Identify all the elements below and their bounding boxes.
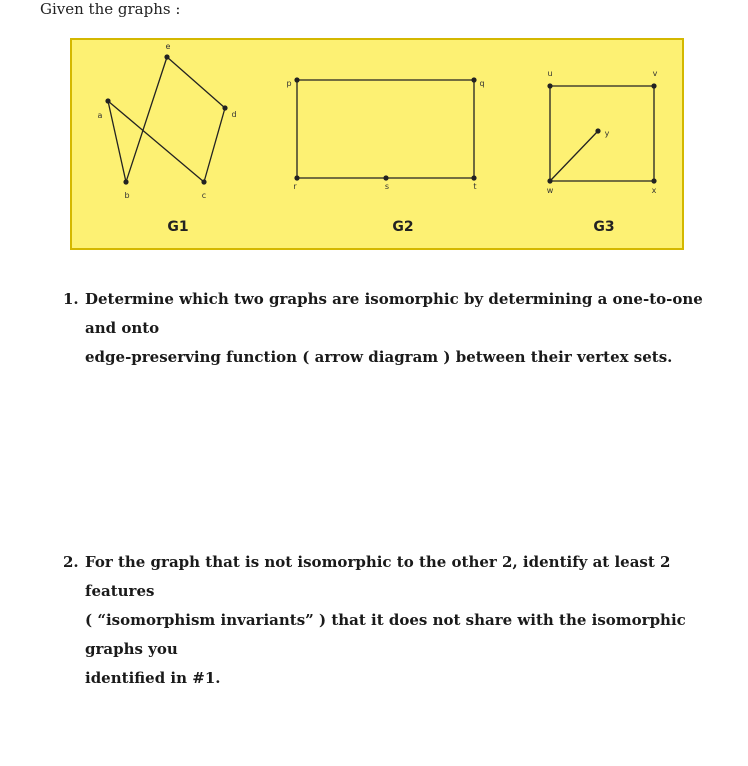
- question-2-text: [85, 548, 703, 693]
- vertex-label-g1-c: c: [201, 191, 207, 200]
- vertex-label-g2-s: s: [384, 182, 390, 191]
- question-1-line: Determine which two graphs are isomorphic by determining a one-to-one and onto: [85, 290, 703, 337]
- question-2-line: ( “isomorphism invariants” ) that it does not share with the isomorphic graphs you: [85, 611, 686, 658]
- vertex-label-g1-d: d: [231, 110, 237, 119]
- vertex-g1-b: [123, 179, 128, 184]
- question-1-number: 1.: [63, 290, 79, 308]
- vertex-g1-c: [201, 179, 206, 184]
- question-2: [63, 548, 703, 693]
- graphs-figure: [70, 38, 684, 250]
- vertex-g1-e: [164, 54, 169, 59]
- question-2-number: 2.: [63, 553, 79, 571]
- vertex-label-g3-w: w: [546, 186, 554, 195]
- question-1-text: [85, 285, 703, 372]
- graph-title-g3: G3: [593, 219, 615, 235]
- vertex-label-g2-p: p: [286, 79, 292, 88]
- vertex-label-g3-y: y: [604, 129, 610, 138]
- vertex-g3-y: [595, 128, 600, 133]
- vertex-g2-r: [294, 175, 299, 180]
- intro-text: Given the graphs :: [40, 0, 181, 18]
- question-2-line: For the graph that is not isomorphic to the other 2, identify at least 2 features: [85, 553, 671, 600]
- vertex-g3-w: [547, 178, 552, 183]
- vertex-label-g1-b: b: [124, 191, 130, 200]
- vertex-g2-t: [471, 175, 476, 180]
- vertex-label-g1-e: e: [165, 42, 171, 51]
- question-1-line: edge-preserving function ( arrow diagram ) between their vertex sets.: [85, 348, 673, 366]
- vertex-label-g3-x: x: [651, 186, 657, 195]
- vertex-label-g3-v: v: [652, 69, 658, 78]
- vertex-label-g1-a: a: [97, 111, 103, 120]
- vertex-g3-v: [651, 83, 656, 88]
- graph-title-g1: G1: [167, 219, 189, 235]
- vertex-label-g2-r: r: [293, 182, 297, 191]
- vertex-g3-x: [651, 178, 656, 183]
- vertex-g1-d: [222, 105, 227, 110]
- vertex-label-g3-u: u: [547, 69, 553, 78]
- vertex-g2-q: [471, 77, 476, 82]
- question-1: [63, 285, 703, 372]
- graphs-svg: [70, 38, 684, 250]
- question-2-line: identified in #1.: [85, 669, 221, 687]
- vertex-label-g2-t: t: [473, 182, 477, 191]
- vertex-g2-p: [294, 77, 299, 82]
- vertex-g3-u: [547, 83, 552, 88]
- vertex-g1-a: [105, 98, 110, 103]
- graph-title-g2: G2: [392, 219, 414, 235]
- vertex-label-g2-q: q: [479, 79, 485, 88]
- vertex-g2-s: [383, 175, 388, 180]
